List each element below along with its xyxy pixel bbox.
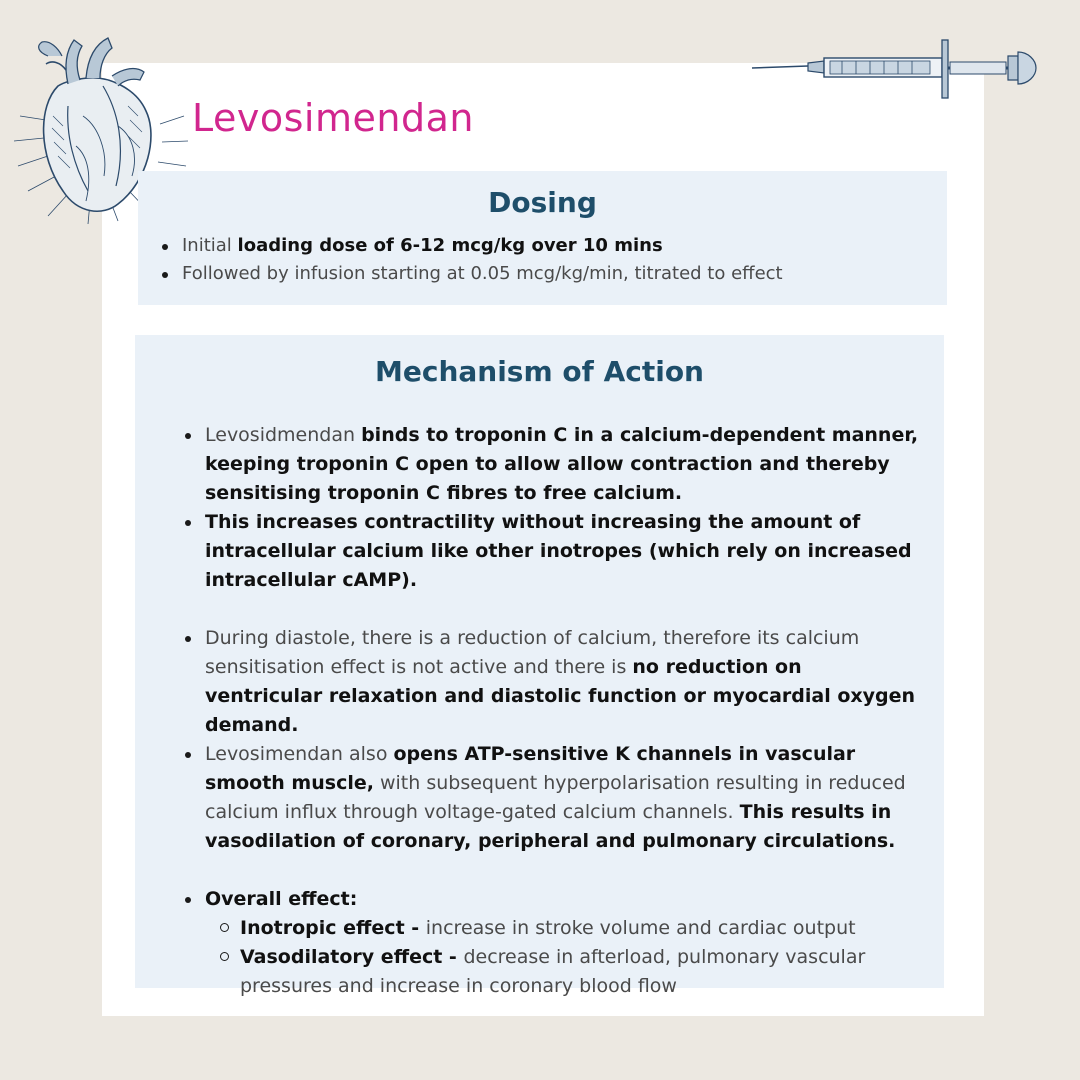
mechanism-panel: [135, 335, 944, 997]
mechanism-item-overall: Overall effect: Inotropic effect - increase in stroke volume and cardiac output Vasodilatory effect - decrease in afterload, pulmonary vascular pressures and increase in coronary blood flow: [205, 885, 925, 1001]
overall-item-inotropic: Inotropic effect - increase in stroke volume and cardiac output: [240, 914, 925, 943]
overall-effects-list: [205, 914, 925, 1001]
dosing-list: [182, 232, 932, 288]
dosing-heading: Dosing: [488, 186, 597, 219]
dosing-panel: [138, 171, 947, 305]
syringe-icon: [750, 34, 1042, 102]
mechanism-list: [205, 421, 925, 1001]
page-title: Levosimendan: [192, 96, 474, 140]
list-spacer: [205, 595, 925, 624]
mechanism-heading: Mechanism of Action: [375, 355, 704, 388]
mechanism-item-troponin: Levosidmendan binds to troponin C in a calcium-dependent manner, keeping troponin C open to allow allow contraction and thereby sensitising troponin C fibres to free calcium.: [205, 421, 925, 508]
overall-item-vasodilatory: Vasodilatory effect - decrease in afterload, pulmonary vascular pressures and increase in coronary blood flow: [240, 943, 925, 1001]
dosing-item-infusion: Followed by infusion starting at 0.05 mcg/kg/min, titrated to effect: [182, 260, 932, 288]
mechanism-item-contractility: This increases contractility without increasing the amount of intracellular calcium like other inotropes (which rely on increased intracellular cAMP).: [205, 508, 925, 595]
list-spacer: [205, 856, 925, 885]
dosing-item-loading: Initial loading dose of 6-12 mcg/kg over 10 mins: [182, 232, 932, 260]
mechanism-item-katp: Levosimendan also opens ATP-sensitive K channels in vascular smooth muscle, with subsequent hyperpolarisation resulting in reduced calcium influx through voltage-gated calcium channels. This results in vasodilation of coronary, peripheral and pulmonary circulations.: [205, 740, 925, 856]
mechanism-item-diastole: During diastole, there is a reduction of calcium, therefore its calcium sensitisation effect is not active and there is no reduction on ventricular relaxation and diastolic function or myocardial oxygen demand.: [205, 624, 925, 740]
